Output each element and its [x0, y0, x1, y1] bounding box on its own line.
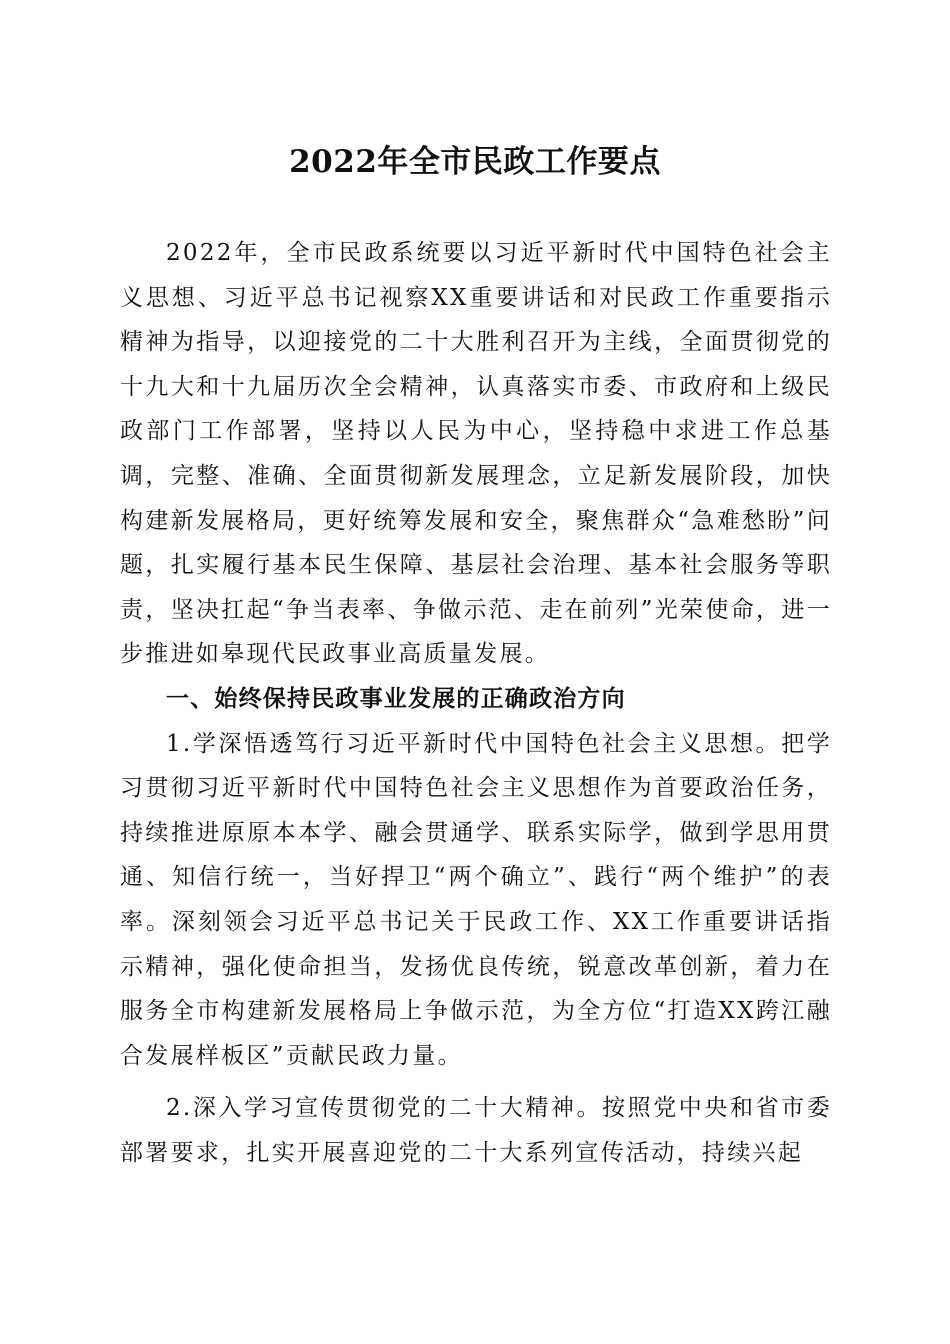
paragraph-gap — [120, 1078, 832, 1086]
document-body — [120, 231, 832, 1175]
section-heading-1: 一、始终保持民政事业发展的正确政治方向 — [166, 685, 626, 712]
item-paragraph-2: 2.深入学习宣传贯彻党的二十大精神。按照党中央和省市委部署要求，扎实开展喜迎党的二十大系列宣传活动，持续兴起 — [120, 1095, 832, 1166]
document-title: 2022年全市民政工作要点 — [289, 144, 661, 180]
intro-paragraph: 2022年，全市民政系统要以习近平新时代中国特色社会主义思想、习近平总书记视察XX重要讲话和对民政工作重要指示精神为指导，以迎接党的二十大胜利召开为主线，全面贯彻党的十九大和十九届历次全会精神，认真落实市委、市政府和上级民政部门工作部署，坚持以人民为中心，坚持稳中求进工作总基调，完整、准确、全面贯彻新发展理念，立足新发展阶段，加快构建新发展格局，更好统筹发展和安全，聚焦群众“急难愁盼”问题，扎实履行基本民生保障、基层社会治理、基本社会服务等职责，坚决扛起“争当表率、争做示范、走在前列”光荣使命，进一步推进如皋现代民政事业高质量发展。 — [120, 240, 832, 668]
item-paragraph-1: 1.学深悟透笃行习近平新时代中国特色社会主义思想。把学习贯彻习近平新时代中国特色社会主义思想作为首要政治任务，持续推进原原本本学、融会贯通学、联系实际学，做到学思用贯通、知信行统一，当好捍卫“两个确立”、践行“两个维护”的表率。深刻领会习近平总书记关于民政工作、XX工作重要讲话指示精神，强化使命担当，发扬优良传统，锐意改革创新，着力在服务全市构建新发展格局上争做示范，为全方位“打造XX跨江融合发展样板区”贡献民政力量。 — [120, 730, 832, 1069]
